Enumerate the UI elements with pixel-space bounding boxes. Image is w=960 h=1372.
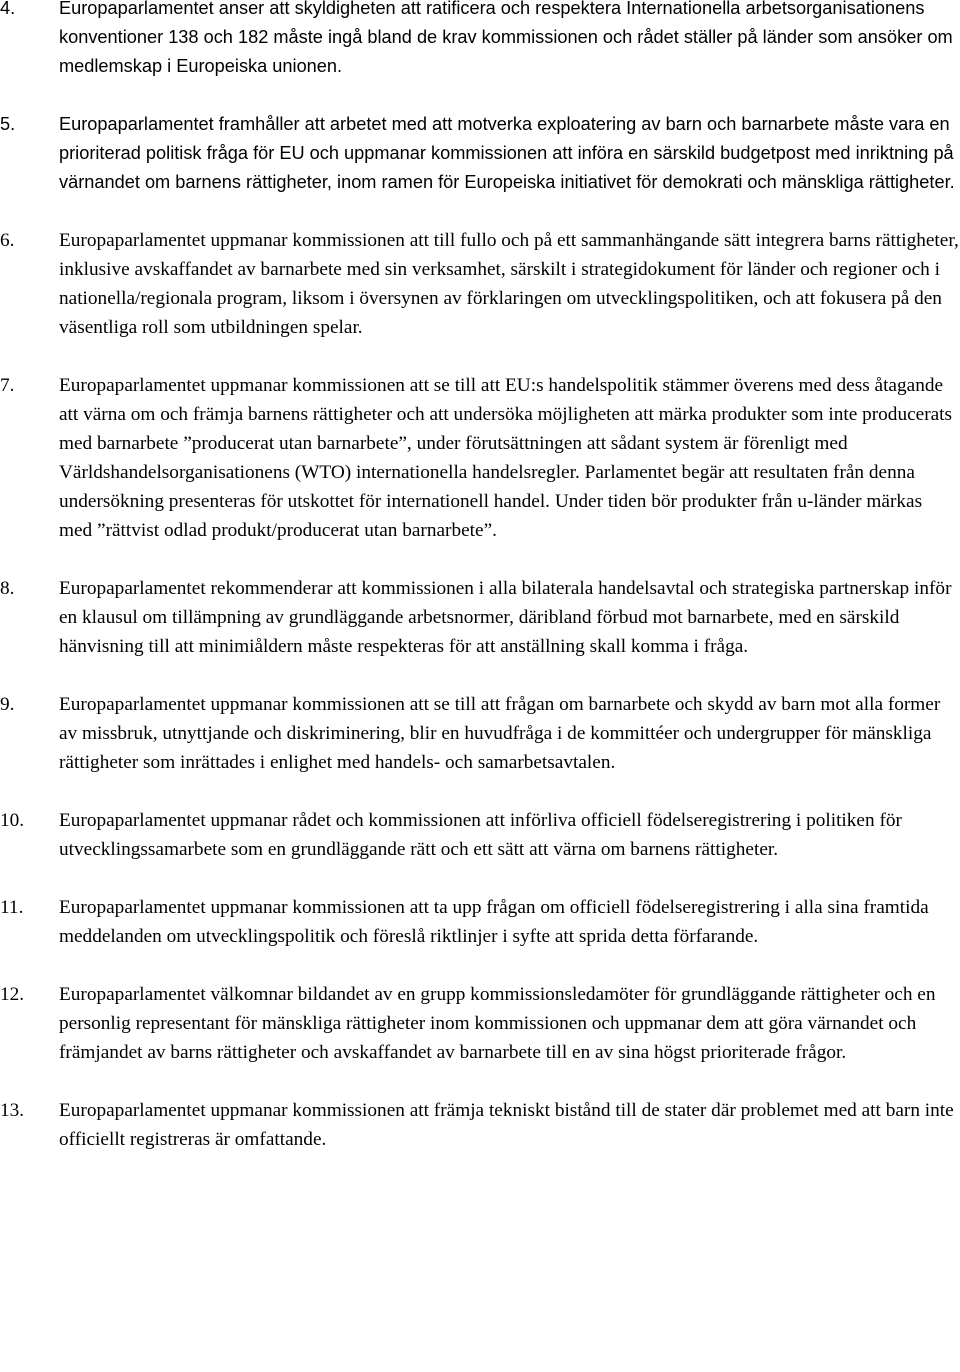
paragraph-11 [0,893,960,951]
paragraph-spacer [0,661,960,690]
paragraph-spacer [0,1067,960,1096]
paragraph-spacer [0,545,960,574]
paragraph-spacer [0,342,960,371]
paragraph-text: Europaparlamentet rekommenderar att kommissionen i alla bilaterala handelsavtal och strategiska partnerskap inför en klausul om tillämpning av grundläggande arbetsnormer, däribland förbud mot barnarbete, med en särskild hänvisning till att minimiåldern måste respekteras för att anställning skall komma i fråga. [59,578,952,657]
paragraph-spacer [0,864,960,893]
paragraph-5 [0,110,960,197]
paragraph-number: 12. [0,984,25,1005]
paragraph-spacer [0,951,960,980]
paragraph-number: 5. [0,114,16,134]
paragraph-number: 10. [0,810,25,831]
paragraph-text: Europaparlamentet uppmanar rådet och kommissionen att införliva officiell födelseregistrering i politiken för utvecklingssamarbete som en grundläggande rätt och ett sätt att värna om barnens rättigheter. [59,810,902,860]
paragraph-8 [0,574,960,661]
paragraph-number: 6. [0,230,15,251]
paragraph-spacer [0,777,960,806]
paragraph-number: 7. [0,375,15,396]
paragraph-number: 11. [0,897,24,918]
paragraph-text: Europaparlamentet välkomnar bildandet av en grupp kommissionsledamöter för grundläggande rättigheter och en personlig representant för mänskliga rättigheter inom kommissionen och uppmanar dem att göra värnandet och främjandet av barns rättigheter och avskaffandet av barnarbete till en av sina högst prioriterade frågor. [59,984,936,1063]
paragraph-7 [0,371,960,545]
paragraph-10 [0,806,960,864]
paragraph-12 [0,980,960,1067]
paragraph-text: Europaparlamentet uppmanar kommissionen att främja tekniskt bistånd till de stater där problemet med att barn inte officiellt registreras är omfattande. [59,1100,954,1150]
paragraph-9 [0,690,960,777]
paragraph-text: Europaparlamentet uppmanar kommissionen att se till att EU:s handelspolitik stämmer överens med dess åtagande att värna om och främja barnens rättigheter och att undersöka möjligheten att märka produkter som inte producerats med barnarbete ”producerat utan barnarbete”, under förutsättningen att sådant system är förenligt med Världshandelsorganisationens (WTO) internationella handelsregler. Parlamentet begär att resultaten från denna undersökning presenteras för utskottet för internationell handel. Under tiden bör produkter från u-länder märkas med ”rättvist odlad produkt/producerat utan barnarbete”. [59,375,953,541]
paragraph-text: Europaparlamentet uppmanar kommissionen att ta upp frågan om officiell födelseregistrering i alla sina framtida meddelanden om utvecklingspolitik och föreslå riktlinjer i syfte att sprida detta förfarande. [59,897,929,947]
paragraph-13 [0,1096,960,1154]
paragraph-number: 13. [0,1100,25,1121]
paragraph-number: 4. [0,0,16,18]
paragraph-text: Europaparlamentet anser att skyldigheten att ratificera och respektera Internationella arbetsorganisationens konventioner 138 och 182 måste ingå bland de krav kommissionen och rådet ställer på länder som ansöker om medlemskap i Europeiska unionen. [59,0,953,76]
paragraph-text: Europaparlamentet framhåller att arbetet med att motverka exploatering av barn och barnarbete måste vara en prioriterad politisk fråga för EU och uppmanar kommissionen att införa en särskild budgetpost med inriktning på värnandet om barnens rättigheter, inom ramen för Europeiska initiativet för demokrati och mänskliga rättigheter. [59,114,955,192]
paragraph-spacer [0,197,960,226]
paragraph-6 [0,226,960,342]
paragraph-4 [0,0,960,81]
paragraph-text: Europaparlamentet uppmanar kommissionen att till fullo och på ett sammanhängande sätt integrera barns rättigheter, inklusive avskaffandet av barnarbete med sin verksamhet, särskilt i strategidokument för länder och regioner och i nationella/regionala program, liksom i översynen av förklaringen om utvecklingspolitiken, och att fokusera på den väsentliga roll som utbildningen spelar. [59,230,959,338]
paragraph-text: Europaparlamentet uppmanar kommissionen att se till att frågan om barnarbete och skydd av barn mot alla former av missbruk, utnyttjande och diskriminering, blir en huvudfråga i de kommittéer och undergrupper för mänskliga rättigheter som inrättades i enlighet med handels- och samarbetsavtalen. [59,694,941,773]
paragraph-spacer [0,81,960,110]
paragraph-number: 8. [0,578,15,599]
paragraph-number: 9. [0,694,15,715]
